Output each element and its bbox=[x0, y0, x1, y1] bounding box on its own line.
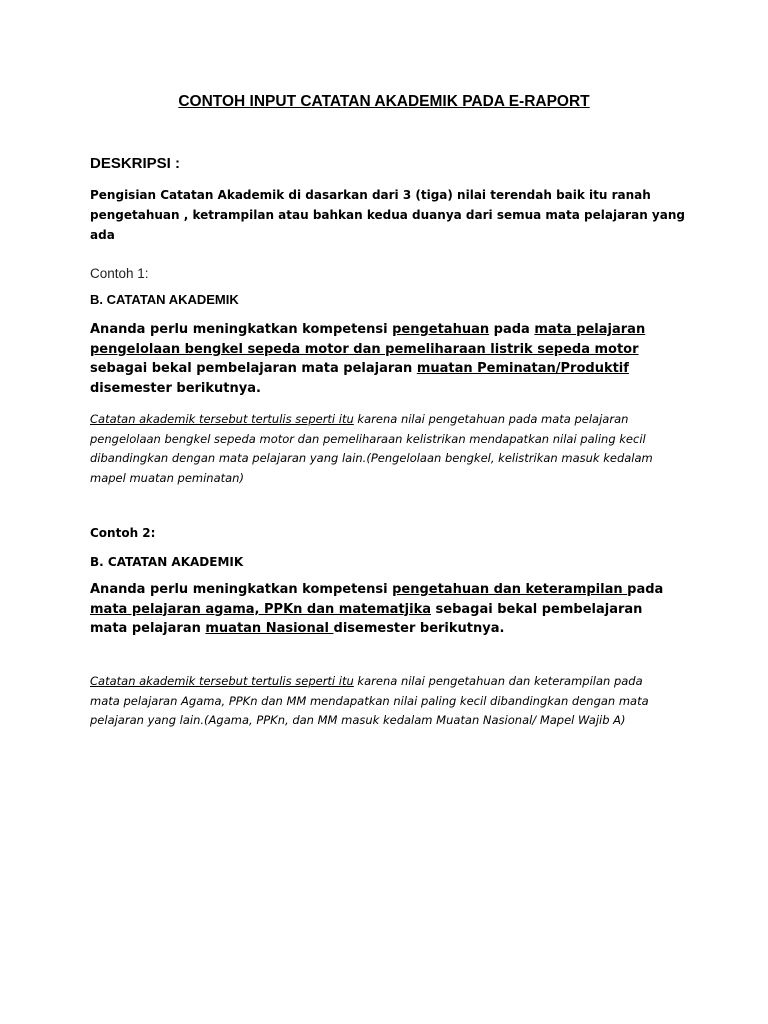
contoh-2-note: Catatan akademik tersebut tertulis seperti itu karena nilai pengetahuan dan keterampilan pada mata pelajaran Agama, PPKn dan MM mendapatkan nilai paling kecil dibandingkan dengan mata pelajaran yang lain.(Agama, PPKn, dan MM masuk kedalam Muatan Nasional/ Mapel Wajib A) bbox=[90, 674, 649, 727]
deskripsi-body: Pengisian Catatan Akademik di dasarkan dari 3 (tiga) nilai terendah baik itu ranah pengetahuan , ketrampilan atau bahkan kedua duanya dari semua mata pelajaran yang ada bbox=[90, 188, 685, 242]
deskripsi-heading: DESKRIPSI : bbox=[90, 155, 181, 172]
contoh-1-statement: Ananda perlu meningkatkan kompetensi pengetahuan pada mata pelajaran pengelolaan bengkel sepeda motor dan pemeliharaan listrik sepeda motor sebagai bekal pembelajaran mata pelajaran muatan Peminatan/Produktif disemester berikutnya. bbox=[90, 322, 646, 396]
contoh-2-label: Contoh 2: bbox=[90, 526, 156, 540]
emphasis-muatan: muatan Peminatan/Produktif bbox=[416, 361, 629, 376]
contoh-1-section-heading: B. CATATAN AKADEMIK bbox=[90, 292, 239, 307]
emphasis-competency: pengetahuan bbox=[392, 322, 490, 337]
document-title: CONTOH INPUT CATATAN AKADEMIK PADA E-RAPORT bbox=[178, 93, 590, 110]
contoh-1-label: Contoh 1: bbox=[90, 266, 149, 281]
emphasis-subjects: mata pelajaran pengelolaan bengkel sepeda motor dan pemeliharaan listrik sepeda motor bbox=[90, 322, 646, 357]
contoh-2-section-heading: B. CATATAN AKADEMIK bbox=[90, 555, 244, 569]
contoh-1-note: Catatan akademik tersebut tertulis seperti itu karena nilai pengetahuan pada mata pelajaran pengelolaan bengkel sepeda motor dan pemeliharaan kelistrikan mendapatkan nilai paling kecil dibandingkan dengan mata pelajaran yang lain.(Pengelolaan bengkel, kelistrikan masuk kedalam mapel muatan peminatan) bbox=[90, 412, 653, 485]
emphasis-subjects: mata pelajaran agama, PPKn dan matematjika bbox=[90, 601, 431, 617]
emphasis-muatan: muatan Nasional bbox=[205, 621, 334, 636]
emphasis-competency: pengetahuan dan keterampilan bbox=[392, 582, 628, 597]
contoh-2-statement: Ananda perlu meningkatkan kompetensi pengetahuan dan keterampilan pada mata pelajaran agama, PPKn dan matematjika sebagai bekal pembelajaran mata pelajaran muatan Nasional disemester berikutnya. bbox=[90, 582, 664, 636]
